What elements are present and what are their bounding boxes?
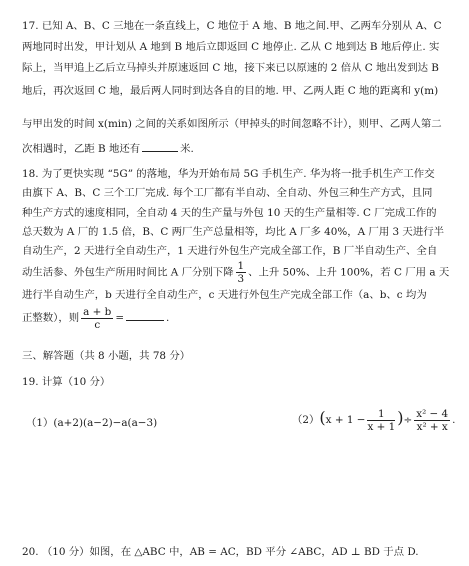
q19-title: 19. 计算（10 分） [22,376,111,388]
fraction-numerator: 1 [237,260,245,272]
q17-line-4: 地后，再次返回 C 地，最后两人同时到达各自的目的地. 甲、乙两人距 C 地的距离和 y(m) [22,85,439,97]
q17-line-6-end: 米. [180,143,194,155]
q17-line-1: 17. 已知 A、B、C 三地在一条直线上，C 地位于 A 地、B 地之间.甲、乙两车分别从 A、C [22,20,442,32]
fraction-denominator: x² + x [416,420,448,433]
fraction-numerator: x² − 4 [416,407,449,420]
q19-part-2-end: . [452,414,456,426]
left-paren: ( [319,408,326,427]
q18-line-8 [22,305,459,331]
q20-line: 20. （10 分）如图，在 △ABC 中，AB = AC，BD 平分 ∠ABC，AD ⊥ BD 于点 D. [22,546,419,558]
q18-line-6 [22,260,459,285]
ab-over-c-fraction [81,306,113,331]
q18-line-2: 由旗下 A、B、C 三个工厂完成. 每个工厂都有半自动、全自动、外包三种生产方式，且同 [22,187,433,199]
q18-line-1: 18. 为了更快实现 “5G” 的落地，华为开始布局 5G 手机生产. 华为将一批手机生产工作交 [22,168,435,180]
q18-line-6-rest: 、上升 50%、上升 100%，若 C 厂用 a 天 [248,266,450,279]
q18-line-6-text: 动生活参、外包生产所用时间比 A 厂分别下降 [22,266,234,279]
q18-line-8-text: 正整数），则 [22,312,80,324]
q19-part-2-label: （2） [292,414,320,426]
q18-line-8-end: . [166,312,170,324]
q19-part-1: （1）(a+2)(a−2)−a(a−3) [26,417,158,429]
q17-answer-blank[interactable] [142,141,178,152]
one-third-fraction [236,260,247,285]
q17-line-3: 际上，当甲追上乙后立马掉头并原速返回 C 地，接下来已以原速的 2 倍从 C 地出发到达 B [22,62,439,74]
q19-part-2 [292,404,455,434]
fraction-numerator: a + b [83,305,112,318]
one-over-x-plus-1-fraction [367,408,395,433]
q18-line-3: 种生产方式的速度相同，全自动 4 天的生产量与外包 10 天的生产量相等. C 厂完成工作的 [22,207,437,219]
fraction-denominator: 3 [237,273,245,285]
q18-line-7: 进行半自动生产，b 天进行全自动生产，c 天进行外包生产完成全部工作（a、b、c 均为 [22,289,427,301]
x2-minus-4-fraction [414,408,450,433]
q17-line-6 [22,141,459,156]
q18-answer-blank[interactable] [126,310,164,321]
fraction-denominator: c [94,318,101,331]
fraction-denominator: x + 1 [367,420,396,433]
q17-line-6-text: 次相遇时，乙距 B 地还有 [22,143,141,155]
q18-line-4: 总天数为 A 厂的 1.5 倍，B、C 两厂生产总量相等，均比 A 厂多 40%，A 厂用 3 天进行半 [22,226,444,238]
section-heading: 三、解答题（共 8 小题，共 78 分） [22,350,191,362]
q17-line-2: 两地同时出发，甲计划从 A 地到 B 地后立即返回 C 地停止. 乙从 C 地到达 B 地后停止. 实 [22,41,440,53]
q18-equals: = [115,312,125,324]
fraction-numerator: 1 [367,408,395,421]
q18-line-5: 自动生产，2 天进行全自动生产，1 天进行外包生产完成全部工作，B 厂半自动生产、全自 [22,245,438,257]
q17-line-5: 与甲出发的时间 x(min) 之间的关系如图所示（甲掉头的时间忽略不计），则甲、乙两人第二 [22,118,442,130]
q19-part-2-left: x + 1 − [325,414,366,426]
right-paren: ) [397,408,404,427]
divide-sign: ÷ [403,414,413,426]
